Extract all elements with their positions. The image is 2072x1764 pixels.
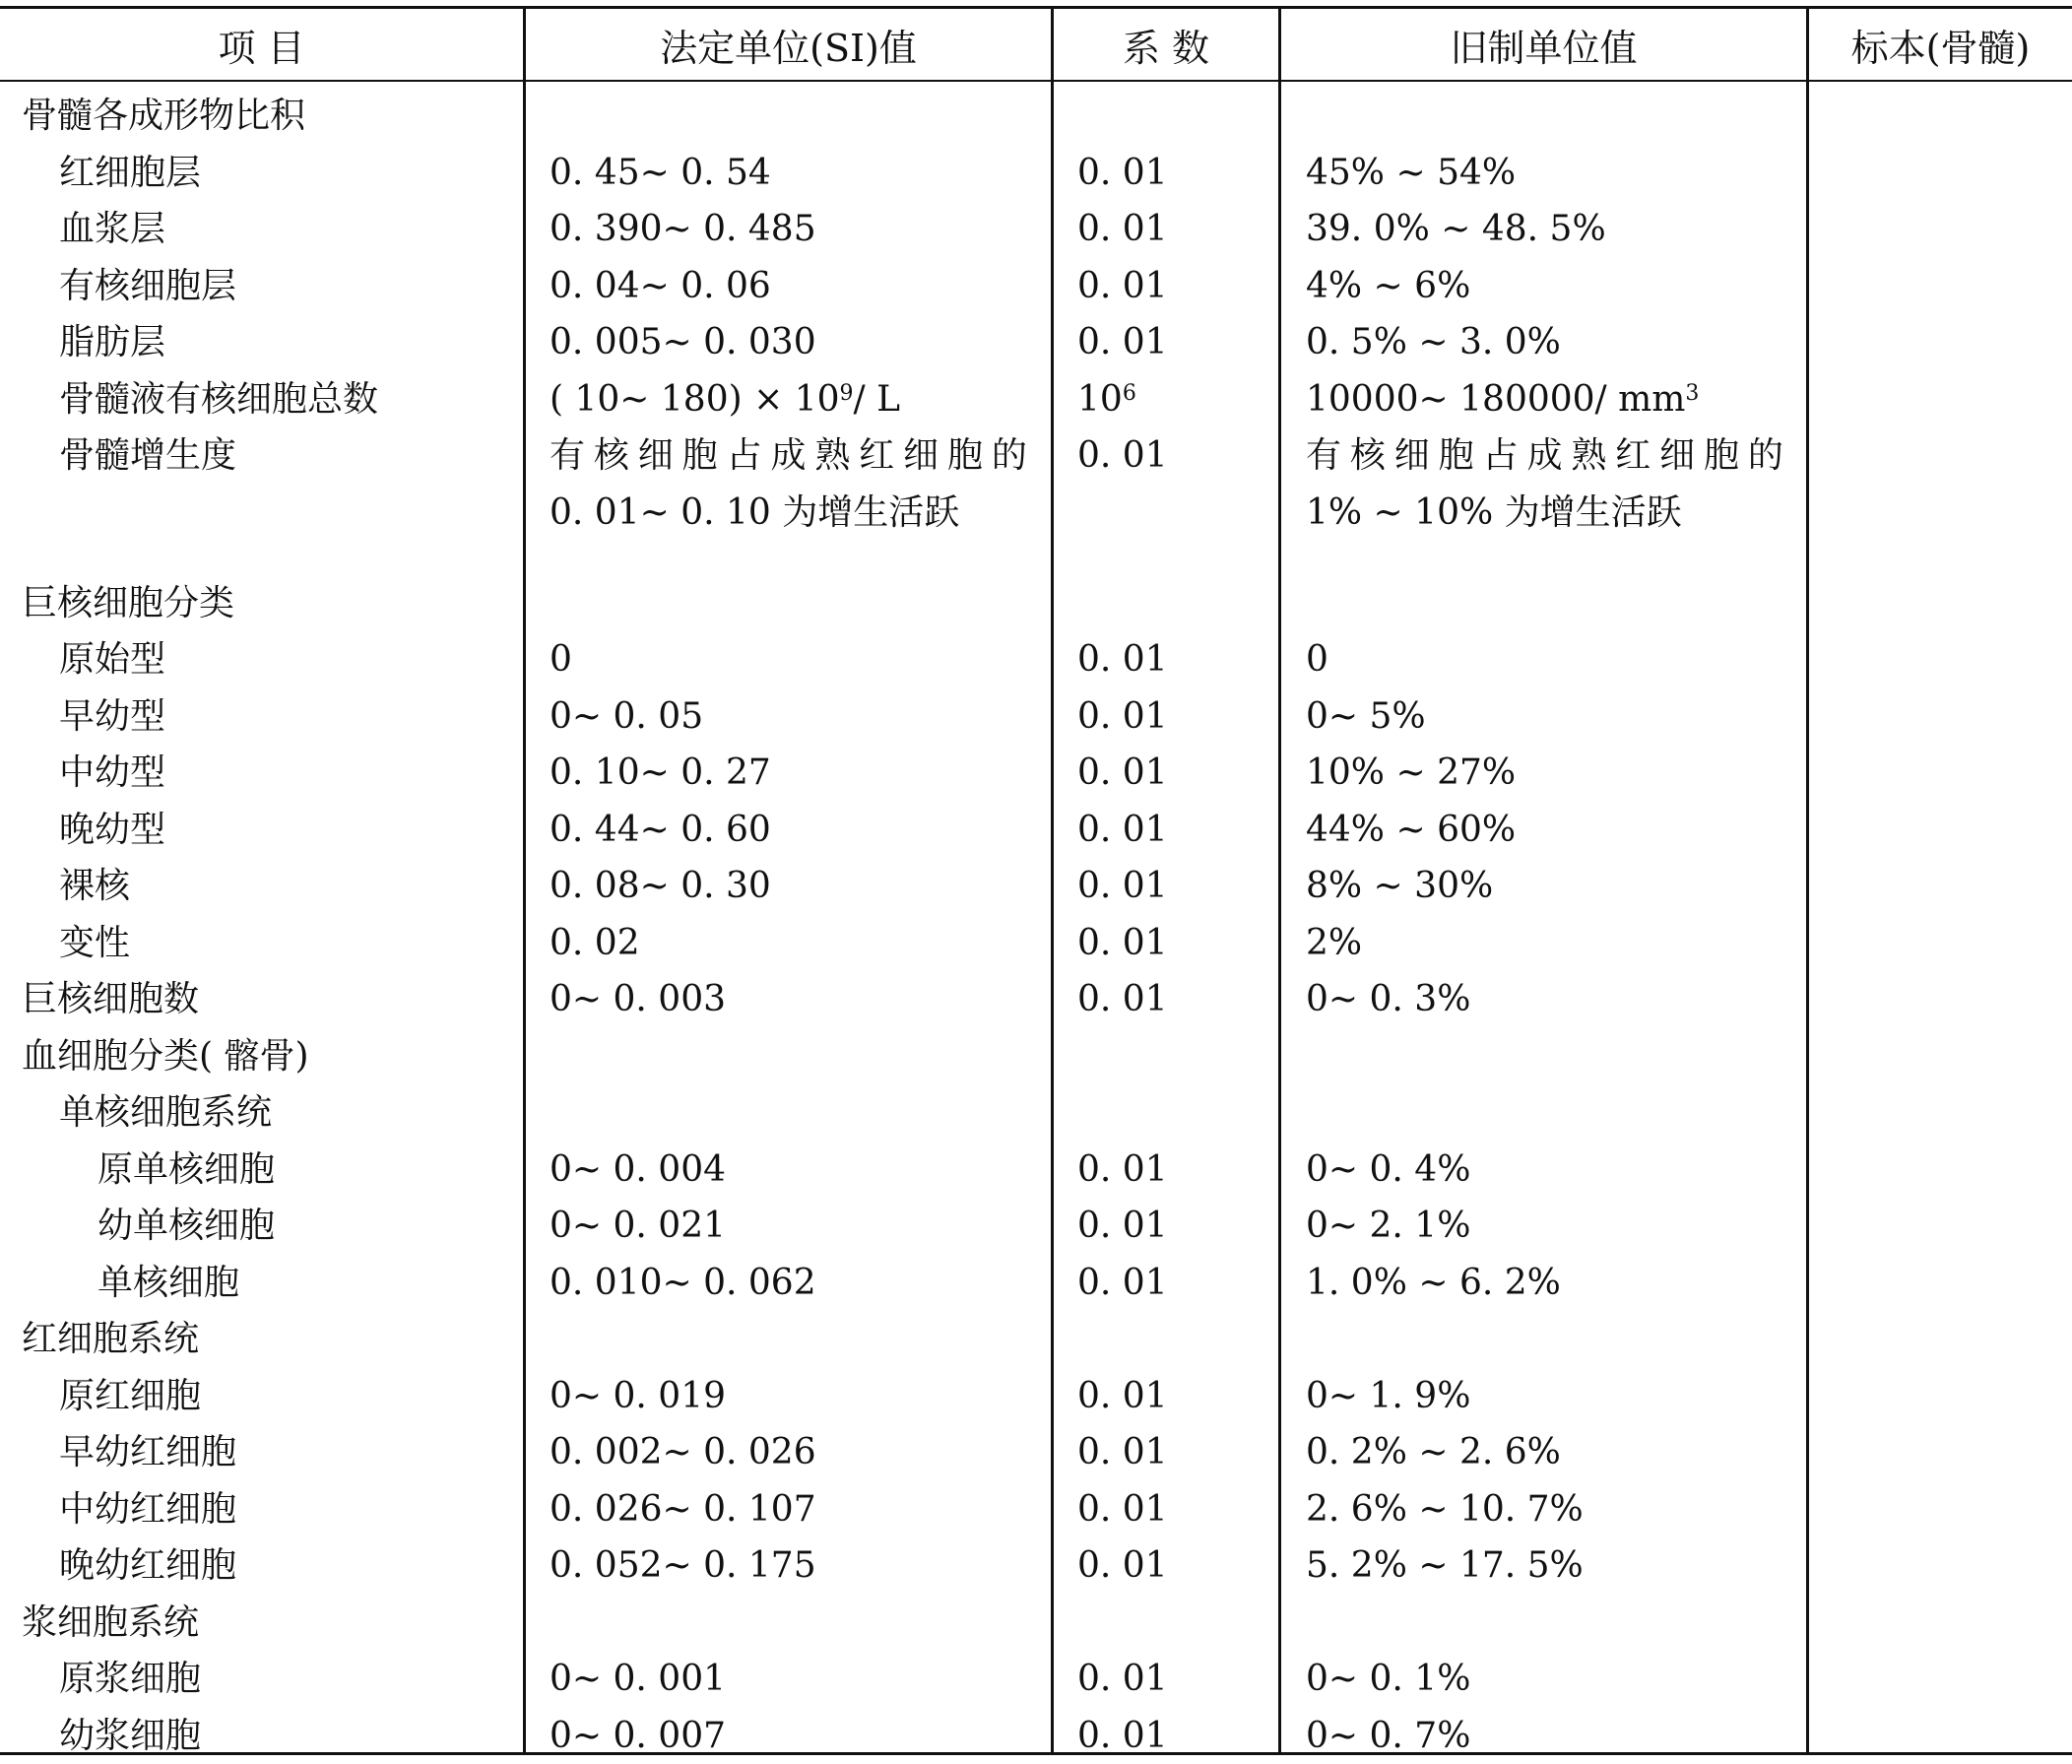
old-value-text: 0~ 0. 3% <box>1306 979 1470 1019</box>
table-row-old-unit-value <box>1306 915 1362 972</box>
old-value-char: 有 <box>1306 427 1341 485</box>
table-row-si-value <box>550 745 771 802</box>
table-row-old-unit-value <box>1306 1537 1584 1595</box>
table-row-coefficient <box>1077 858 1168 915</box>
table-row-coefficient <box>1077 314 1168 371</box>
table-row-coefficient <box>1077 1142 1168 1199</box>
table-row-old-unit-value <box>1306 745 1516 802</box>
table-row-si-value <box>550 802 771 859</box>
table-row-old-unit-value <box>1306 1142 1470 1199</box>
coefficient-text: 0. 01 <box>1077 639 1168 680</box>
table-row-old-unit-value <box>1306 1424 1561 1481</box>
old-value-text: 39. 0% ~ 48. 5% <box>1306 209 1606 249</box>
old-value-text: 45% ~ 54% <box>1306 153 1516 193</box>
table-row-coefficient <box>1077 745 1168 802</box>
table-row-coefficient <box>1077 1424 1168 1481</box>
si-value-text: ( 10~ 180) × 10 <box>550 379 840 420</box>
coefficient-text: 0. 01 <box>1077 1206 1168 1246</box>
si-value-char: 胞 <box>947 427 983 485</box>
si-value-text: 0~ 0. 019 <box>550 1376 726 1416</box>
table-row-coefficient <box>1077 145 1168 202</box>
coefficient-text: 0. 01 <box>1077 322 1168 362</box>
table-row-si-value <box>550 1481 816 1538</box>
si-value-text: 0~ 0. 003 <box>550 979 726 1019</box>
si-value-char: 占 <box>727 427 762 485</box>
coefficient-text: 0. 01 <box>1077 979 1168 1019</box>
table-row-si-value <box>550 314 816 371</box>
old-value-text: 0. 5% ~ 3. 0% <box>1306 322 1561 362</box>
si-value-exponent: 9 <box>840 381 854 406</box>
table-row-coefficient <box>1077 1708 1168 1764</box>
table-row-si-value <box>550 1198 726 1255</box>
table-row-coefficient <box>1077 688 1168 746</box>
old-value-char: 核 <box>1350 427 1386 485</box>
old-value-exponent: 3 <box>1685 381 1699 406</box>
table-row-si-value <box>550 201 816 258</box>
table-row-item: 骨髓液有核细胞总数 <box>59 371 378 428</box>
table-row-item: 脂肪层 <box>59 314 165 371</box>
table-row-si-value <box>550 1708 726 1764</box>
table-row-coefficient <box>1077 802 1168 859</box>
coefficient-text: 0. 01 <box>1077 696 1168 737</box>
table-row-item: 原红细胞 <box>59 1368 201 1425</box>
header-old-unit-value: 旧制单位值 <box>1281 8 1806 81</box>
table-row-item: 红细胞系统 <box>22 1311 199 1368</box>
si-value-text: 0. 052~ 0. 175 <box>550 1545 816 1586</box>
si-value-text: 0~ 0. 05 <box>550 696 703 737</box>
si-value-char: 成 <box>770 427 806 485</box>
column-divider-3 <box>1278 6 1281 1755</box>
coefficient-text: 0. 01 <box>1077 209 1168 249</box>
table-row-coefficient <box>1077 427 1168 485</box>
old-value-text: 8% ~ 30% <box>1306 866 1493 906</box>
si-value-text: 0~ 0. 001 <box>550 1659 726 1699</box>
si-value-text: 0. 10~ 0. 27 <box>550 752 771 793</box>
si-value-text: 0~ 0. 007 <box>550 1716 726 1756</box>
si-value-char: 的 <box>992 427 1027 485</box>
table-row-item: 中幼红细胞 <box>59 1481 236 1538</box>
coefficient-text: 0. 01 <box>1077 435 1168 476</box>
coefficient-text: 0. 01 <box>1077 1376 1168 1416</box>
old-value-text: 2% <box>1306 923 1362 963</box>
old-value-text: 0 <box>1306 639 1328 680</box>
old-value-text: 0~ 0. 4% <box>1306 1149 1470 1190</box>
table-row-item: 有核细胞层 <box>59 258 236 315</box>
coefficient-text: 0. 01 <box>1077 1659 1168 1699</box>
si-value-char: 核 <box>594 427 629 485</box>
si-value-text: 0. 04~ 0. 06 <box>550 266 771 306</box>
si-value-text: 0. 005~ 0. 030 <box>550 322 816 362</box>
table-row-item: 早幼型 <box>59 688 165 746</box>
old-value-text: 0~ 0. 1% <box>1306 1659 1470 1699</box>
coefficient-text: 0. 01 <box>1077 866 1168 906</box>
old-value-text: 1. 0% ~ 6. 2% <box>1306 1263 1561 1303</box>
table-row-item: 巨核细胞数 <box>22 971 199 1028</box>
table-row-old-unit-value <box>1306 314 1561 371</box>
table-row-old-unit-value <box>1306 1481 1584 1538</box>
old-value-text: 0~ 2. 1% <box>1306 1206 1470 1246</box>
table-row-old-unit-value <box>1306 802 1516 859</box>
table-row-item: 原单核细胞 <box>97 1142 275 1199</box>
si-value-char: 细 <box>903 427 939 485</box>
table-row-si-value <box>550 688 703 746</box>
table-row-item: 巨核细胞分类 <box>22 575 234 632</box>
table-row-coefficient <box>1077 1537 1168 1595</box>
si-value-text: 0. 010~ 0. 062 <box>550 1263 816 1303</box>
coefficient-text: 0. 01 <box>1077 1263 1168 1303</box>
table-row-item: 骨髓增生度 <box>59 427 236 485</box>
old-value-char: 红 <box>1615 427 1651 485</box>
table-row-coefficient <box>1077 1198 1168 1255</box>
table-row-coefficient <box>1077 915 1168 972</box>
table-row-old-unit-value <box>1306 1255 1561 1312</box>
table-row-si-value <box>550 1537 816 1595</box>
table-row-old-unit-value-line2: 1% ~ 10% 为增生活跃 <box>1306 485 1682 542</box>
table-row-si-value <box>550 858 771 915</box>
table-row-old-unit-value <box>1306 1198 1470 1255</box>
table-row-old-unit-value <box>1306 1651 1470 1708</box>
si-value-text: 0. 44~ 0. 60 <box>550 810 771 850</box>
si-value-char: 细 <box>638 427 674 485</box>
coefficient-text: 0. 01 <box>1077 1489 1168 1530</box>
si-value-char: 有 <box>550 427 585 485</box>
table-row-old-unit-value <box>1306 258 1470 315</box>
table-row-si-value <box>550 258 771 315</box>
table-row-item: 早幼红细胞 <box>59 1424 236 1481</box>
table-row-item: 晚幼型 <box>59 802 165 859</box>
old-value-char: 成 <box>1526 427 1562 485</box>
si-value-unit: / L <box>854 379 900 420</box>
coefficient-text: 0. 01 <box>1077 153 1168 193</box>
old-value-char: 的 <box>1748 427 1783 485</box>
coefficient-text: 0. 01 <box>1077 1716 1168 1756</box>
si-value-char: 红 <box>859 427 894 485</box>
coefficient-text: 0. 01 <box>1077 923 1168 963</box>
column-divider-2 <box>1051 6 1054 1755</box>
header-si-value: 法定单位(SI)值 <box>526 8 1051 81</box>
old-value-text: 2. 6% ~ 10. 7% <box>1306 1489 1584 1530</box>
old-value-text: 0~ 1. 9% <box>1306 1376 1470 1416</box>
table-row-item: 骨髓各成形物比积 <box>22 88 305 145</box>
table-row-coefficient <box>1077 1481 1168 1538</box>
old-value-char: 细 <box>1659 427 1695 485</box>
table-row-si-value <box>550 1142 726 1199</box>
table-row-old-unit-value <box>1306 145 1516 202</box>
old-value-text: 10% ~ 27% <box>1306 752 1516 793</box>
table-row-item: 幼浆细胞 <box>59 1708 201 1764</box>
header-coefficient: 系 数 <box>1054 8 1278 81</box>
table-row-item: 血细胞分类( 髂骨) <box>22 1028 309 1085</box>
table-row-old-unit-value <box>1306 971 1470 1028</box>
old-value-text: 10000~ 180000/ mm <box>1306 379 1685 420</box>
table-row-old-unit-value <box>1306 858 1493 915</box>
old-value-char: 胞 <box>1439 427 1474 485</box>
column-divider-4 <box>1806 6 1809 1755</box>
old-value-text: 4% ~ 6% <box>1306 266 1470 306</box>
table-row-coefficient <box>1077 1651 1168 1708</box>
table-row-si-value <box>550 915 640 972</box>
si-value-text: 0. 08~ 0. 30 <box>550 866 771 906</box>
table-row-coefficient <box>1077 201 1168 258</box>
old-value-text: 44% ~ 60% <box>1306 810 1516 850</box>
old-value-text: 0~ 5% <box>1306 696 1426 737</box>
coefficient-text: 0. 01 <box>1077 1545 1168 1586</box>
table-row-item: 浆细胞系统 <box>22 1595 199 1652</box>
column-divider-1 <box>523 6 526 1755</box>
table-row-item: 单核细胞系统 <box>59 1084 272 1142</box>
old-value-text: 0~ 0. 7% <box>1306 1716 1470 1756</box>
table-row-old-unit-value <box>1306 201 1606 258</box>
old-value-char: 细 <box>1394 427 1430 485</box>
table-row-item: 中幼型 <box>59 745 165 802</box>
table-row-si-value <box>550 371 900 428</box>
table-row-si-value <box>550 631 572 688</box>
table-row-item: 幼单核细胞 <box>97 1198 275 1255</box>
si-value-text: 0. 002~ 0. 026 <box>550 1432 816 1472</box>
table-row-coefficient <box>1077 971 1168 1028</box>
table-row-si-value <box>550 1651 726 1708</box>
table-row-item: 单核细胞 <box>97 1255 239 1312</box>
table-row-coefficient <box>1077 258 1168 315</box>
table-row-item: 裸核 <box>59 858 130 915</box>
table-row-old-unit-value <box>1306 427 1783 485</box>
table-row-si-value <box>550 1255 816 1312</box>
si-value-text: 0~ 0. 021 <box>550 1206 726 1246</box>
table-bottom-rule <box>0 1752 2072 1755</box>
coefficient-text: 0. 01 <box>1077 266 1168 306</box>
table-row-item: 晚幼红细胞 <box>59 1537 236 1595</box>
table-row-si-value-line2: 0. 01~ 0. 10 为增生活跃 <box>550 485 959 542</box>
table-row-si-value <box>550 971 726 1028</box>
table-row-item: 原浆细胞 <box>59 1651 201 1708</box>
coefficient-text: 0. 01 <box>1077 810 1168 850</box>
coefficient-exponent: 6 <box>1123 381 1136 406</box>
old-value-char: 胞 <box>1704 427 1739 485</box>
table-row-coefficient <box>1077 1255 1168 1312</box>
coefficient-text: 0. 01 <box>1077 1149 1168 1190</box>
table-row-coefficient <box>1077 1368 1168 1425</box>
table-row-old-unit-value <box>1306 371 1699 428</box>
header-specimen: 标本(骨髓) <box>1809 8 2072 81</box>
coefficient-text: 10 <box>1077 379 1123 420</box>
table-row-si-value <box>550 1368 726 1425</box>
si-value-text: 0~ 0. 004 <box>550 1149 726 1190</box>
table-row-coefficient <box>1077 371 1136 428</box>
si-value-text: 0. 026~ 0. 107 <box>550 1489 816 1530</box>
si-value-char: 熟 <box>814 427 850 485</box>
table-row-item: 血浆层 <box>59 201 165 258</box>
si-value-text: 0. 390~ 0. 485 <box>550 209 816 249</box>
header-item: 项 目 <box>0 8 523 81</box>
si-value-text: 0 <box>550 639 572 680</box>
old-value-text: 5. 2% ~ 17. 5% <box>1306 1545 1584 1586</box>
old-value-char: 占 <box>1483 427 1519 485</box>
old-value-char: 熟 <box>1571 427 1606 485</box>
si-value-text: 0. 45~ 0. 54 <box>550 153 771 193</box>
table-row-item: 原始型 <box>59 631 165 688</box>
table-row-si-value <box>550 145 771 202</box>
coefficient-text: 0. 01 <box>1077 752 1168 793</box>
old-value-text: 0. 2% ~ 2. 6% <box>1306 1432 1561 1472</box>
coefficient-text: 0. 01 <box>1077 1432 1168 1472</box>
table-row-old-unit-value <box>1306 631 1328 688</box>
table-row-old-unit-value <box>1306 1708 1470 1764</box>
table-row-si-value <box>550 1424 816 1481</box>
table-row-item: 红细胞层 <box>59 145 201 202</box>
table-row-si-value <box>550 427 1027 485</box>
si-value-char: 胞 <box>682 427 718 485</box>
table-row-old-unit-value <box>1306 688 1426 746</box>
table-row-coefficient <box>1077 631 1168 688</box>
si-value-text: 0. 02 <box>550 923 640 963</box>
table-row-item: 变性 <box>59 915 130 972</box>
table-row-old-unit-value <box>1306 1368 1470 1425</box>
